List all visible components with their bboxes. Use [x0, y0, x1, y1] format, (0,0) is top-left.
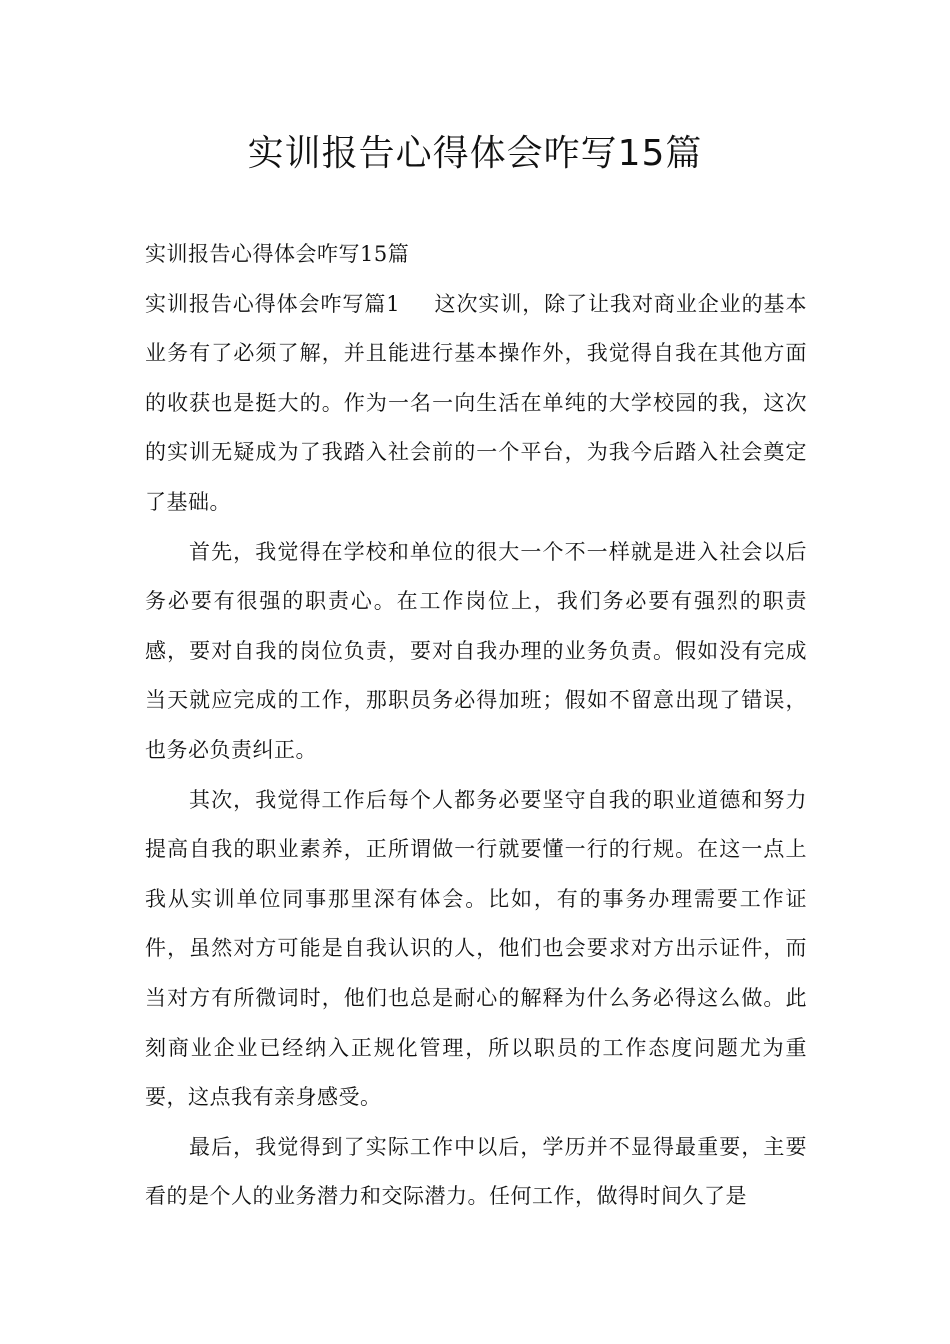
article-heading: 实训报告心得体会咋写篇1 — [145, 291, 401, 316]
paragraph-2: 首先，我觉得在学校和单位的很大一个不一样就是进入社会以后务必要有很强的职责心。在工作岗位上，我们务必要有强烈的职责感，要对自我的岗位负责，要对自我办理的业务负责。假如没有完成当天就应完成的工作，那职员务必得加班；假如不留意出现了错误，也务必负责纠正。 — [145, 539, 807, 762]
paragraph-3: 其次，我觉得工作后每个人都务必要坚守自我的职业道德和努力提高自我的职业素养，正所谓做一行就要懂一行的行规。在这一点上我从实训单位同事那里深有体会。比如，有的事务办理需要工作证件，虽然对方可能是自我认识的人，他们也会要求对方出示证件，而当对方有所微词时，他们也总是耐心的解释为什么务必得这么做。此刻商业企业已经纳入正规化管理，所以职员的工作态度问题尤为重要，这点我有亲身感受。 — [145, 787, 807, 1110]
paragraph-4: 最后，我觉得到了实际工作中以后，学历并不显得最重要，主要看的是个人的业务潜力和交际潜力。任何工作，做得时间久了是 — [145, 1134, 807, 1209]
document-title: 实训报告心得体会咋写15篇 — [247, 133, 703, 174]
first-paragraph — [145, 280, 807, 528]
document-body — [145, 230, 807, 1222]
paragraph-1-text: 这次实训，除了让我对商业企业的基本业务有了必须了解，并且能进行基本操作外，我觉得自我在其他方面的收获也是挺大的。作为一名一向生活在单纯的大学校园的我，这次的实训无疑成为了我踏入社会前的一个平台，为我今后踏入社会奠定了基础。 — [145, 291, 807, 514]
document-subtitle: 实训报告心得体会咋写15篇 — [145, 242, 410, 266]
